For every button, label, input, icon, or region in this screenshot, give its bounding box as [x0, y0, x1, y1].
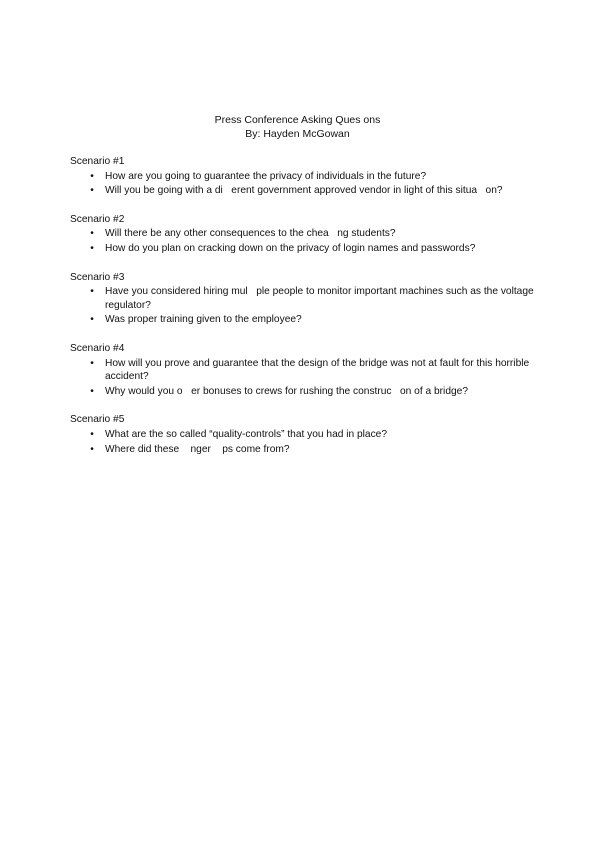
scenario-1: [70, 155, 540, 198]
question-text: Will you be going with a di erent government approved vendor in light of this situa on?: [105, 185, 503, 197]
scenario-title: Scenario #1: [70, 156, 125, 167]
question-text: Have you considered hiring mul ple people to monitor important machines such as the voltage regulator?: [105, 286, 537, 311]
scenario-title: Scenario #4: [70, 342, 125, 354]
bullet-icon: •: [90, 185, 94, 197]
question-text: How are you going to guarantee the privacy of individuals in the future?: [105, 170, 427, 182]
question-text: What are the so called “quality-controls” that you had in place?: [105, 428, 388, 440]
bullet-icon: •: [90, 314, 94, 326]
question-list: [70, 357, 540, 399]
scenario-title: Scenario #5: [70, 414, 125, 426]
question-item: [70, 285, 540, 312]
question-list: [70, 285, 540, 327]
question-item: [70, 170, 540, 184]
document-header: [0, 113, 595, 141]
question-text: Will there be any other consequences to the chea ng students?: [105, 228, 396, 240]
bullet-icon: •: [90, 286, 94, 298]
question-text: Was proper training given to the employee?: [105, 314, 302, 326]
document-title: Press Conference Asking Ques ons: [214, 114, 381, 126]
question-text: How do you plan on cracking down on the privacy of login names and passwords?: [105, 242, 476, 254]
question-text: Why would you o er bonuses to crews for rushing the construc on of a bridge?: [105, 385, 468, 397]
question-list: [70, 428, 540, 456]
scenario-4: [70, 342, 540, 398]
bullet-icon: •: [90, 428, 94, 440]
question-list: [70, 170, 540, 198]
bullet-icon: •: [90, 228, 94, 240]
question-item: [70, 428, 540, 442]
scenario-5: [70, 413, 540, 456]
scenario-title: Scenario #3: [70, 271, 125, 283]
bullet-icon: •: [90, 443, 94, 455]
question-text: Where did these nger ps come from?: [105, 443, 290, 455]
bullet-icon: •: [90, 242, 94, 254]
scenario-2: [70, 213, 540, 256]
scenario-title: Scenario #2: [70, 213, 125, 225]
question-item: [70, 443, 540, 457]
bullet-icon: •: [90, 170, 94, 182]
question-item: [70, 385, 540, 399]
question-item: [70, 357, 540, 384]
question-item: [70, 227, 540, 241]
question-list: [70, 227, 540, 255]
bullet-icon: •: [90, 385, 94, 397]
question-item: [70, 184, 540, 198]
question-text: How will you prove and guarantee that the design of the bridge was not at fault for this horrible accident?: [105, 357, 533, 383]
scenario-list: [70, 155, 540, 471]
question-item: [70, 242, 540, 256]
scenario-3: [70, 271, 540, 327]
bullet-icon: •: [90, 357, 94, 369]
document-author: By: Hayden McGowan: [245, 128, 350, 140]
question-item: [70, 313, 540, 327]
